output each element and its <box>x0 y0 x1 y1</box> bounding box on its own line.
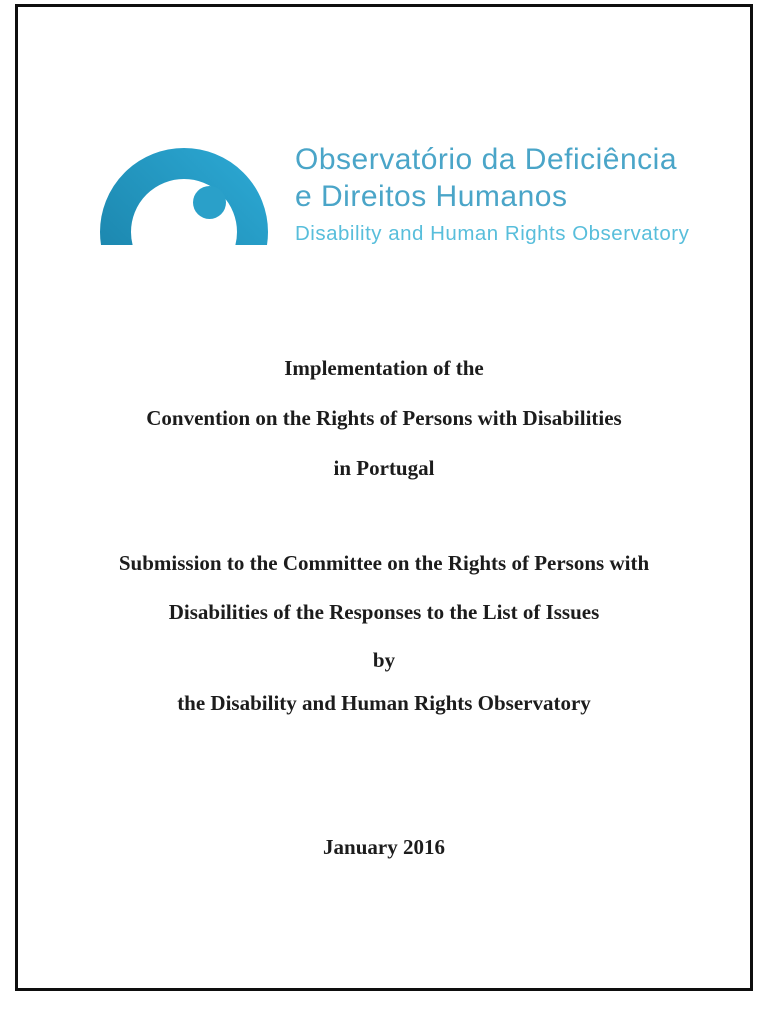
logo-subtitle-en: Disability and Human Rights Observatory <box>295 222 690 245</box>
logo-wordmark <box>295 141 689 246</box>
document-cover-page <box>15 4 753 991</box>
doc-subtitle-line-3: by <box>372 648 396 672</box>
logo-dot-shape <box>193 186 226 219</box>
doc-subtitle-line-4: the Disability and Human Rights Observatory <box>177 691 591 715</box>
odhh-arch-logo-icon <box>92 140 276 250</box>
doc-title-line-1: Implementation of the <box>284 356 484 380</box>
doc-title-line-3: in Portugal <box>333 456 435 480</box>
doc-date: January 2016 <box>323 835 445 859</box>
logo-title-pt-line1: Observatório da Deficiência <box>295 143 678 176</box>
doc-title-line-2: Convention on the Rights of Persons with Disabilities <box>146 406 622 430</box>
logo-title-pt-line2: e Direitos Humanos <box>295 180 568 213</box>
doc-subtitle-line-1: Submission to the Committee on the Rights of Persons with <box>118 551 650 575</box>
doc-subtitle-line-2: Disabilities of the Responses to the List of Issues <box>168 600 600 624</box>
logo-arch-shape <box>116 164 253 251</box>
